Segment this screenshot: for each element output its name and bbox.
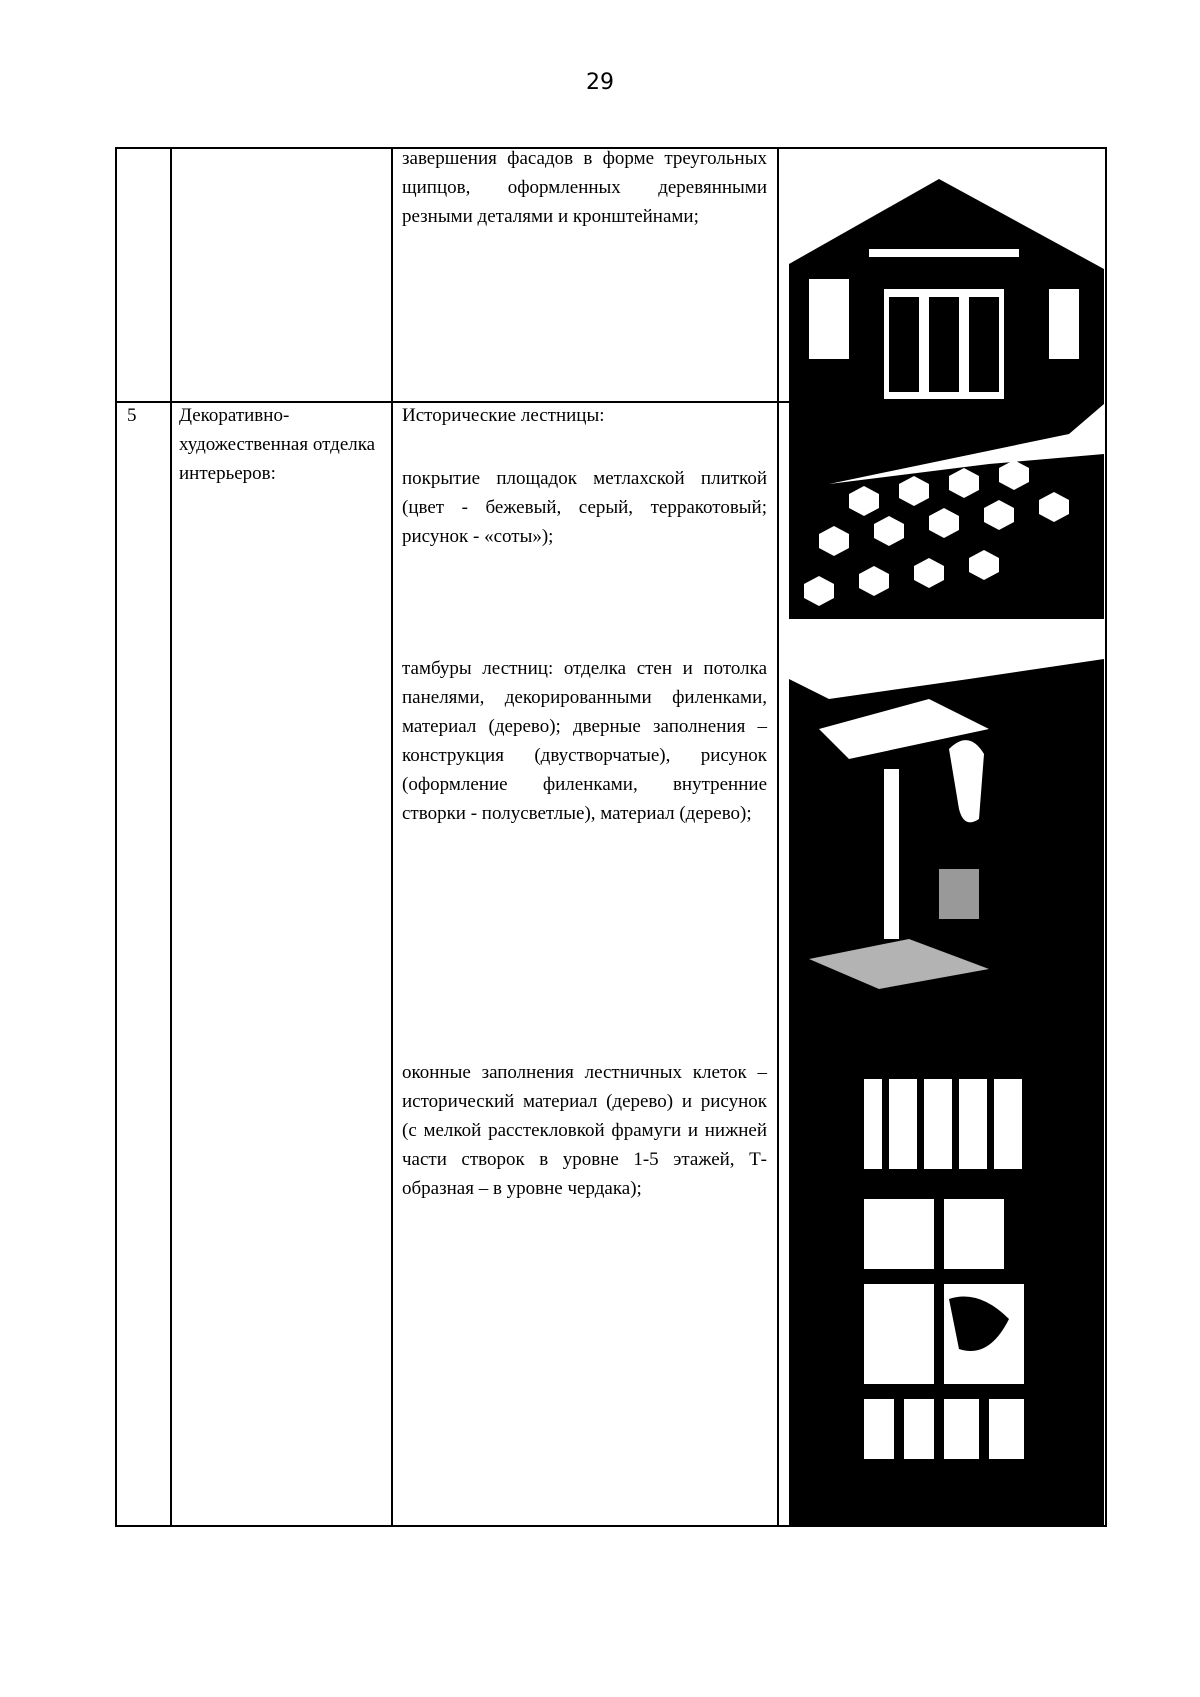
window-description: оконные заполнения лестничных клеток – исторический материал (дерево) и рисунок (с мелкой расстекловкой фрамуги и нижней части створок в уровне 1-5 этажей, Т-образная – в уровне чердака); xyxy=(402,1062,767,1199)
heritage-table xyxy=(115,147,1107,1527)
facade-description: завершения фасадов в форме треугольных щипцов, оформленных деревянными резными деталями и кронштейнами; xyxy=(402,148,767,227)
staircase-window-photo xyxy=(789,999,1104,1527)
vestibule-photo xyxy=(789,619,1104,999)
gable-facade-photo xyxy=(789,149,1104,404)
row-title: Декоративно-художественная отделка интерьеров: xyxy=(179,405,376,484)
honeycomb-tile-photo xyxy=(789,404,1104,619)
page-number: 29 xyxy=(586,70,614,95)
column-divider xyxy=(777,149,779,1525)
column-divider xyxy=(170,149,172,1525)
column-divider xyxy=(391,149,393,1525)
vestibule-description: тамбуры лестниц: отделка стен и потолка панелями, декорированными филенками, материал (дерево); дверные заполнения – конструкция (двустворчатые), рисунок (оформление филенками, внутренние створки - полусветлые), материал (дерево); xyxy=(402,658,767,824)
tile-floor-description: покрытие площадок метлахской плиткой (цвет - бежевый, серый, терракотовый; рисунок - «соты»); xyxy=(402,468,767,547)
row-number: 5 xyxy=(127,405,137,426)
staircase-heading: Исторические лестницы: xyxy=(402,405,605,426)
